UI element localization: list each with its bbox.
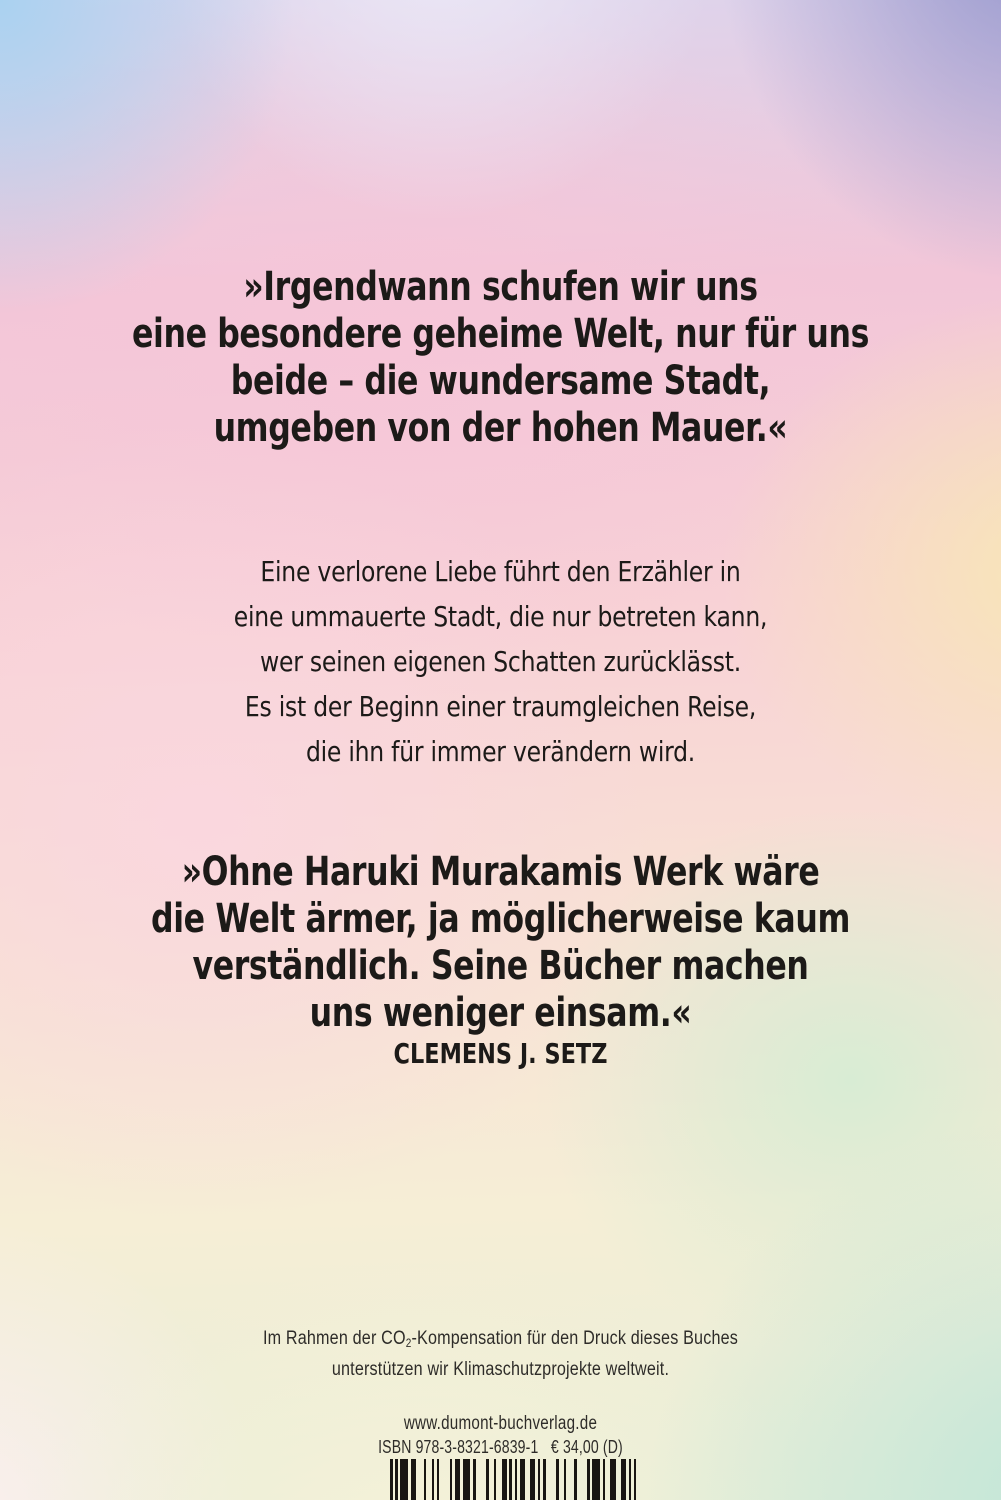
isbn-price-line [110,1436,891,1458]
ean13-barcode [390,1459,637,1500]
endorsement-quote-line: die Welt ärmer, ja möglicherweise kaum [151,896,850,942]
top-quote [105,264,896,452]
climate-note [75,1324,926,1384]
co2-subscript: 2 [405,1336,412,1350]
climate-note-line: unterstützen wir Klimaschutzprojekte weltweit. [331,1359,670,1380]
isbn-number: ISBN 978-3-8321-6839-1 [378,1437,539,1457]
synopsis-line: Es ist der Beginn einer traumgleichen Reise, [244,690,757,723]
synopsis-line: Eine verlorene Liebe führt den Erzähler in [260,555,741,588]
top-quote-line: eine besondere geheime Welt, nur für uns [131,311,870,357]
synopsis-text [80,549,921,774]
synopsis-line: eine ummauerte Stadt, die nur betreten kann, [233,600,768,633]
synopsis-line: wer seinen eigenen Schatten zurücklässt. [260,645,741,678]
synopsis-line: die ihn für immer verändern wird. [305,735,696,768]
climate-note-text: -Kompensation für den Druck dieses Buches [411,1328,739,1349]
price: € 34,00 (D) [550,1437,623,1457]
endorsement-quote-line: »Ohne Haruki Murakamis Werk wäre [181,849,820,895]
top-quote-line: beide – die wundersame Stadt, [230,358,771,404]
endorsement-quote-line: uns weniger einsam.« [309,990,692,1036]
climate-note-line [75,1324,926,1355]
endorsement-quote-line: verständlich. Seine Bücher machen [192,943,809,989]
top-quote-line: umgeben von der hohen Mauer.« [213,405,788,451]
quote-attribution: CLEMENS J. SETZ [393,1037,608,1070]
climate-note-text: Im Rahmen der CO [262,1328,406,1349]
publisher-website: www.dumont-buchverlag.de [403,1413,598,1434]
top-quote-line: »Irgendwann schufen wir uns [243,264,758,310]
endorsement-quote [105,849,896,1037]
